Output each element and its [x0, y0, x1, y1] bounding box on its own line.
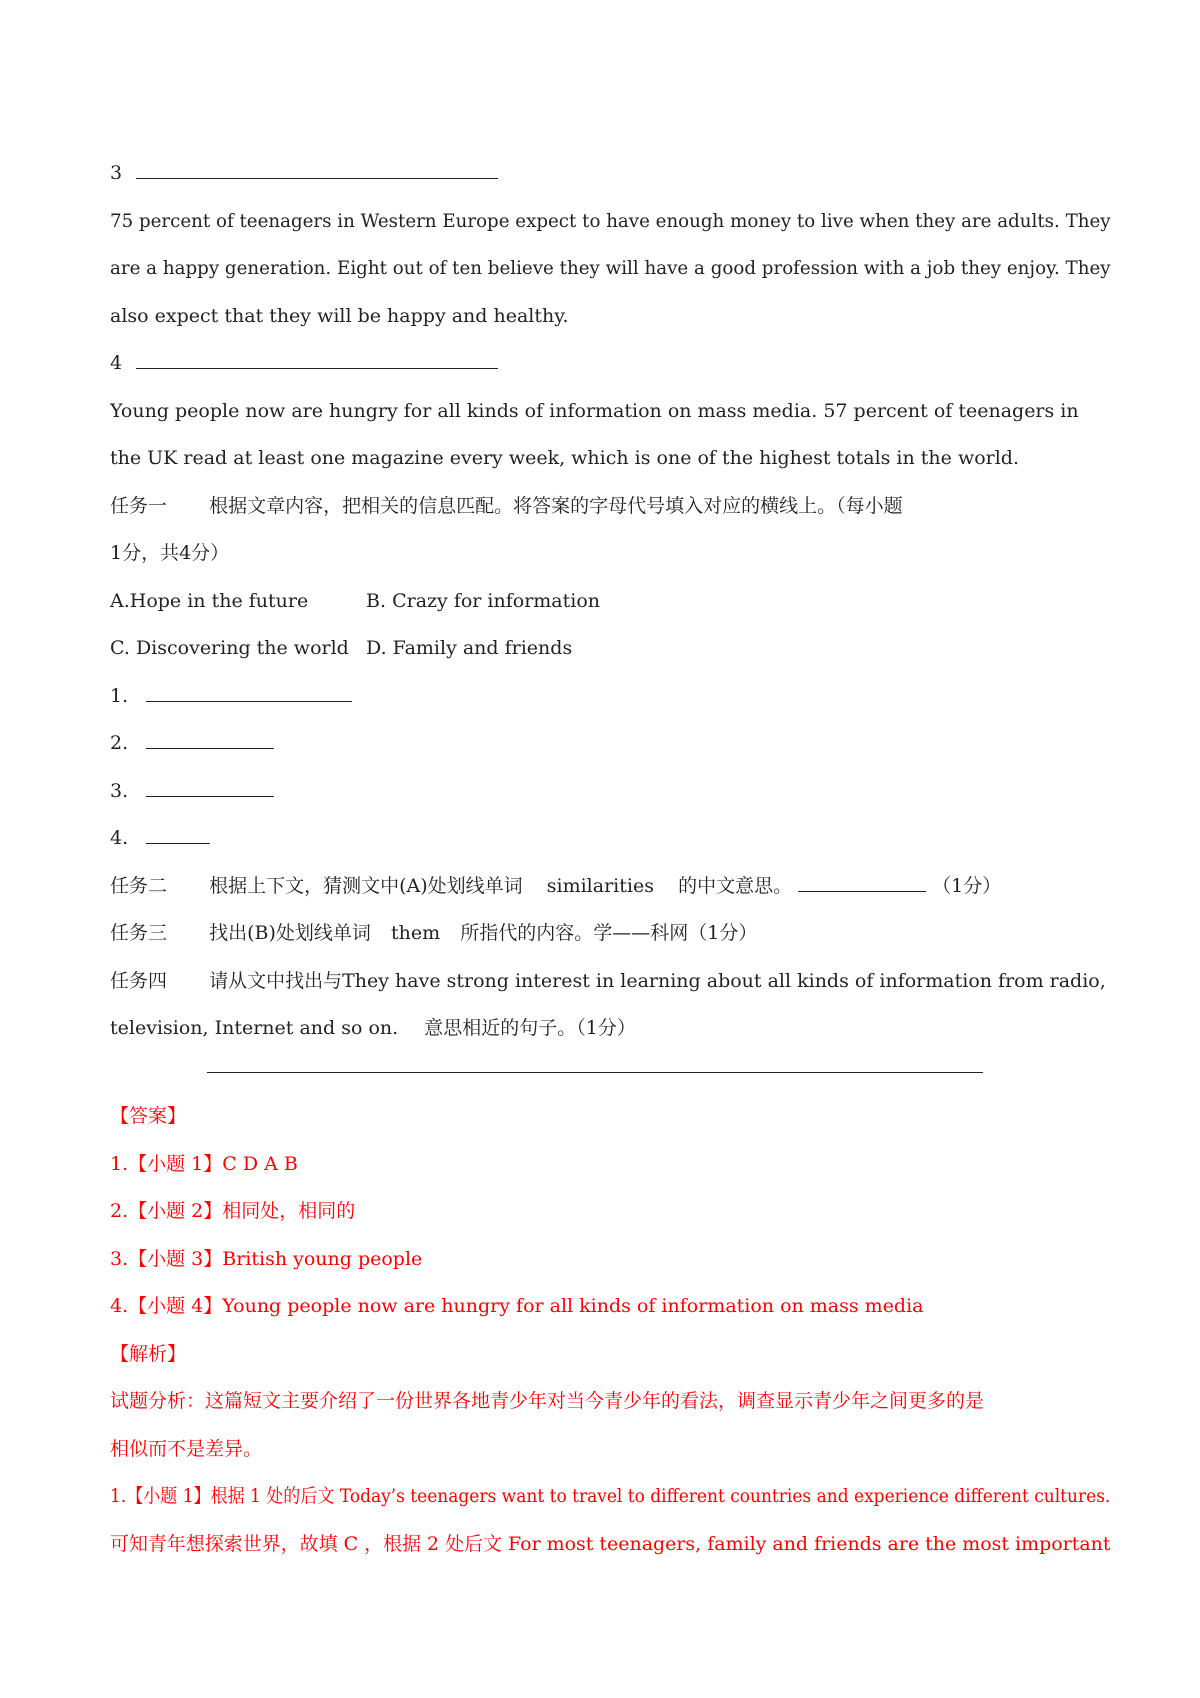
answer-section [110, 1093, 1110, 1568]
item3-text-line-3: also expect that they will be happy and healthy. [110, 304, 569, 327]
task4-text-b: television, Internet and so on. [110, 1017, 399, 1039]
task2-line [110, 863, 1110, 911]
task3-text-a: 找出(B)处划线单词 [209, 922, 371, 944]
item3-text-line-1: 75 percent of teenagers in Western Europe expect to have enough money to live when they are adults. They [110, 209, 1111, 232]
task2-text-a: 根据上下文，猜测文中(A)处划线单词 [209, 874, 523, 897]
task3-line [110, 910, 1110, 958]
task1-blank-1 [110, 673, 1110, 721]
task1-score: 1分，共4分） [110, 542, 230, 564]
task3-text-b: 所指代的内容。学——科网（1分） [460, 922, 758, 944]
blank-4-field[interactable] [146, 819, 210, 844]
blank-4-number: 4. [110, 827, 129, 849]
answer-item-2: 2.【小题 2】相同处，相同的 [110, 1200, 356, 1222]
document-page [110, 150, 1110, 1053]
blank-1-field[interactable] [146, 677, 352, 702]
item3-answer-blank[interactable] [136, 154, 498, 179]
analysis-line-1: 试题分析：这篇短文主要介绍了一份世界各地青少年对当今青少年的看法，调查显示青少年之间更多的是 [110, 1390, 985, 1412]
task2-text-b: 的中文意思。 [678, 874, 793, 897]
task3-label: 任务三 [110, 922, 168, 944]
answer-header: 【答案】 [110, 1105, 187, 1127]
item3-number: 3 [110, 162, 123, 184]
task4-line-1 [110, 958, 1110, 1006]
task4-line-2 [110, 1005, 1110, 1053]
option-c: C. Discovering the world [110, 637, 349, 659]
task1-options-row-1 [110, 578, 1110, 626]
task1-blank-4 [110, 815, 1110, 863]
item3-heading [110, 150, 1110, 198]
task4-text-a: 请从文中找出与They have strong interest in learning about all kinds of information from radio, [209, 969, 1106, 992]
analysis-line-2: 相似而不是差异。 [110, 1437, 263, 1460]
task1-label: 任务一 [110, 494, 168, 517]
blank-3-number: 3. [110, 779, 129, 802]
analysis-line-3: 1.【小题 1】根据 1 处的后文 Today’s teenagers want to travel to different countries and experience different cultures. [110, 1485, 1111, 1507]
task1-instruction-text: 根据文章内容，把相关的信息匹配。将答案的字母代号填入对应的横线上。（每小题 [209, 494, 903, 517]
item3-text-line-2: are a happy generation. Eight out of ten believe they will have a good profession with a job they enjoy. They [110, 257, 1111, 279]
option-d: D. Family and friends [366, 637, 573, 659]
blank-3-field[interactable] [146, 772, 274, 797]
blank-2-number: 2. [110, 732, 129, 754]
task4-text-c: 意思相近的句子。（1分） [424, 1017, 636, 1039]
item4-heading [110, 340, 1110, 388]
answer-item-1: 1.【小题 1】C D A B [110, 1152, 298, 1175]
task1-options-row-2 [110, 625, 1110, 673]
option-b: B. Crazy for information [366, 589, 601, 612]
task1-blank-3 [110, 768, 1110, 816]
task2-answer-blank[interactable] [798, 867, 926, 892]
item4-text-line-1: Young people now are hungry for all kinds of information on mass media. 57 percent of teenagers in [110, 399, 1079, 422]
task4-label: 任务四 [110, 969, 168, 992]
task1-instruction [110, 483, 1110, 531]
task2-label: 任务二 [110, 874, 168, 897]
item4-number: 4 [110, 352, 123, 374]
task2-word: similarities [546, 874, 654, 897]
item4-text-line-2: the UK read at least one magazine every week, which is one of the highest totals in the world. [110, 447, 1020, 469]
option-a: A.Hope in the future [110, 589, 309, 612]
answer-item-3: 3.【小题 3】British young people [110, 1247, 423, 1270]
task4-answer-line[interactable] [207, 1072, 983, 1073]
task1-blank-2 [110, 720, 1110, 768]
item4-answer-blank[interactable] [136, 344, 498, 369]
answer-item-4: 4.【小题 4】Young people now are hungry for all kinds of information on mass media [110, 1295, 924, 1317]
blank-1-number: 1. [110, 684, 129, 707]
blank-2-field[interactable] [146, 724, 274, 749]
analysis-line-4: 可知青年想探索世界，故填 C ，根据 2 处后文 For most teenagers, family and friends are the most important [110, 1532, 1111, 1555]
task2-score: （1分） [932, 874, 1002, 897]
task3-word: them [391, 922, 441, 944]
analysis-header: 【解析】 [110, 1342, 187, 1365]
